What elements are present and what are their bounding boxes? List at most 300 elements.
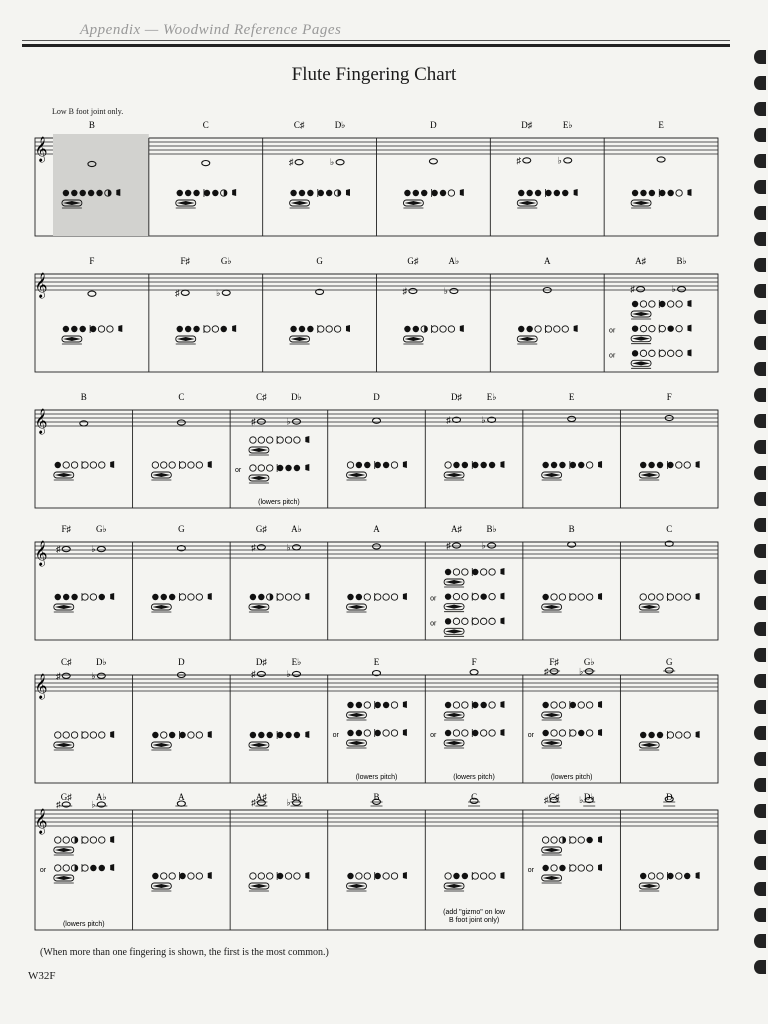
pinky-key-icon <box>500 617 504 624</box>
thumb-key-fill <box>543 713 561 717</box>
note-cell <box>230 797 309 930</box>
treble-clef-icon: 𝄞 <box>34 541 48 566</box>
pinky-key-icon <box>208 872 212 879</box>
open-key-icon <box>391 730 397 736</box>
closed-key-icon <box>375 462 381 468</box>
open-key-icon <box>570 730 576 736</box>
sharp-icon: ♯ <box>251 797 256 808</box>
open-key-icon <box>649 325 655 331</box>
thumb-key-fill <box>250 448 268 452</box>
thumb-key-fill <box>63 337 81 341</box>
open-key-icon <box>586 865 592 871</box>
closed-key-icon <box>480 462 486 468</box>
note-cell <box>149 138 236 236</box>
pinky-key-icon <box>696 731 700 738</box>
thumb-key-fill <box>348 605 366 609</box>
thumb-key-fill <box>543 848 561 852</box>
closed-key-icon <box>277 465 283 471</box>
open-key-icon <box>480 730 486 736</box>
closed-key-icon <box>258 594 264 600</box>
closed-key-icon <box>413 190 419 196</box>
pinky-key-icon <box>305 436 309 443</box>
open-key-icon <box>82 865 88 871</box>
note-cell <box>604 274 691 372</box>
note-cell <box>523 410 602 508</box>
note-cell <box>604 138 691 236</box>
note-cell <box>425 410 504 508</box>
closed-key-icon <box>632 325 638 331</box>
sharp-icon: ♯ <box>543 795 549 805</box>
closed-key-icon <box>578 730 584 736</box>
sharp-icon: ♯ <box>251 669 256 679</box>
open-key-icon <box>578 865 584 871</box>
note-label: D <box>430 120 437 130</box>
closed-key-icon <box>562 190 568 196</box>
open-key-icon <box>586 730 592 736</box>
note-label: A♯ <box>451 524 463 534</box>
sharp-icon: ♯ <box>251 542 256 553</box>
open-key-icon <box>82 594 88 600</box>
closed-key-icon <box>177 326 183 332</box>
note-head <box>62 673 70 678</box>
note-head <box>637 287 645 292</box>
closed-key-icon <box>80 326 86 332</box>
open-key-icon <box>578 594 584 600</box>
note-label: A <box>373 524 380 534</box>
open-key-icon <box>542 837 548 843</box>
open-key-icon <box>294 873 300 879</box>
closed-key-icon <box>431 190 437 196</box>
sharp-icon: ♯ <box>55 544 61 555</box>
open-key-icon <box>453 702 459 708</box>
chart-row <box>35 797 718 931</box>
thumb-key-fill <box>250 884 268 888</box>
open-key-icon <box>55 837 61 843</box>
note-label: D <box>373 392 380 402</box>
note-cell <box>230 671 309 783</box>
pinky-key-icon <box>460 189 464 196</box>
open-key-icon <box>676 873 682 879</box>
note-head <box>336 160 344 165</box>
pinky-key-icon <box>574 325 578 332</box>
pinky-key-icon <box>500 872 504 879</box>
open-key-icon <box>667 732 673 738</box>
open-key-icon <box>676 594 682 600</box>
open-key-icon <box>578 837 584 843</box>
note-label: C <box>666 524 673 534</box>
note-label: G <box>665 657 673 667</box>
closed-key-icon <box>152 594 158 600</box>
open-key-icon <box>90 462 96 468</box>
closed-key-icon <box>421 190 427 196</box>
pinky-key-icon <box>110 593 114 600</box>
open-key-icon <box>667 594 673 600</box>
treble-clef-icon: 𝄞 <box>34 273 48 298</box>
closed-key-icon <box>356 594 362 600</box>
open-key-icon <box>258 465 264 471</box>
open-key-icon <box>667 350 673 356</box>
note-cell <box>133 672 212 783</box>
open-key-icon <box>188 873 194 879</box>
closed-key-icon <box>404 190 410 196</box>
binding-ring-icon <box>754 778 766 792</box>
open-key-icon <box>267 873 273 879</box>
thumb-key-fill <box>55 848 73 852</box>
note-head <box>429 159 437 164</box>
binding-ring-icon <box>754 544 766 558</box>
binding-ring-icon <box>754 674 766 688</box>
closed-key-icon <box>267 732 273 738</box>
note-label: E♭ <box>486 392 497 402</box>
closed-key-icon <box>250 594 256 600</box>
note-cell <box>54 670 114 750</box>
thumb-key-fill <box>250 476 268 480</box>
flat-icon: ♭ <box>91 544 96 555</box>
lowers-pitch-note: (lowers pitch) <box>355 774 398 781</box>
pinky-key-icon <box>598 836 602 843</box>
open-key-icon <box>161 462 167 468</box>
closed-key-icon <box>489 462 495 468</box>
or-label: or <box>332 732 339 739</box>
binding-ring-icon <box>754 414 766 428</box>
binding-ring-icon <box>754 622 766 636</box>
open-key-icon <box>99 462 105 468</box>
open-key-icon <box>472 873 478 879</box>
binding-ring-icon <box>754 804 766 818</box>
closed-key-icon <box>542 865 548 871</box>
binding-ring-icon <box>754 596 766 610</box>
note-head <box>97 673 105 678</box>
open-key-icon <box>559 594 565 600</box>
thumb-key-fill <box>640 884 658 888</box>
note-label: E <box>568 392 575 402</box>
open-key-icon <box>676 301 682 307</box>
thumb-key-fill <box>632 337 650 341</box>
note-label: C <box>202 120 209 130</box>
open-key-icon <box>267 465 273 471</box>
pinky-key-icon <box>305 872 309 879</box>
chart-row <box>35 134 718 236</box>
note-head <box>62 547 70 552</box>
open-key-icon <box>551 730 557 736</box>
open-key-icon <box>554 326 560 332</box>
open-key-icon <box>462 702 468 708</box>
open-key-icon <box>440 326 446 332</box>
note-label: D♭ <box>95 657 107 667</box>
open-key-icon <box>364 702 370 708</box>
open-key-icon <box>90 594 96 600</box>
closed-key-icon <box>356 730 362 736</box>
thumb-key-fill <box>404 337 422 341</box>
closed-key-icon <box>657 462 663 468</box>
pinky-key-icon <box>110 461 114 468</box>
spiral-binding <box>750 40 768 980</box>
open-key-icon <box>472 593 478 599</box>
open-key-icon <box>535 326 541 332</box>
open-key-icon <box>82 462 88 468</box>
note-head <box>88 291 96 296</box>
closed-key-icon <box>445 730 451 736</box>
binding-ring-icon <box>754 102 766 116</box>
pinky-key-icon <box>500 593 504 600</box>
closed-key-icon <box>318 190 324 196</box>
closed-key-icon <box>526 190 532 196</box>
open-key-icon <box>489 618 495 624</box>
sharp-icon: ♯ <box>630 284 635 295</box>
note-label: G♯ <box>60 792 72 802</box>
sharp-icon: ♯ <box>175 287 180 298</box>
thumb-key-fill <box>250 743 268 747</box>
thumb-key-fill <box>55 605 73 609</box>
closed-key-icon <box>290 190 296 196</box>
note-label: G♭ <box>95 524 107 534</box>
open-key-icon <box>586 594 592 600</box>
thumb-key-fill <box>640 743 658 747</box>
pinky-key-icon <box>598 864 602 871</box>
closed-key-icon <box>542 462 548 468</box>
note-head <box>295 160 303 165</box>
note-cell <box>425 670 504 783</box>
open-key-icon <box>391 702 397 708</box>
open-key-icon <box>188 594 194 600</box>
bleed-through-header: Appendix — Woodwind Reference Pages <box>80 22 342 38</box>
closed-key-icon <box>88 190 94 196</box>
open-key-icon <box>204 326 210 332</box>
open-key-icon <box>640 594 646 600</box>
note-head <box>564 158 572 163</box>
open-key-icon <box>448 190 454 196</box>
closed-key-icon <box>152 873 158 879</box>
closed-key-icon <box>307 190 313 196</box>
open-key-icon <box>63 865 69 871</box>
pinky-key-icon <box>346 325 350 332</box>
binding-ring-icon <box>754 908 766 922</box>
thumb-key-fill <box>640 605 658 609</box>
note-label: F♯ <box>61 524 71 534</box>
closed-key-icon <box>356 462 362 468</box>
open-key-icon <box>267 437 273 443</box>
note-cell <box>133 542 212 640</box>
thumb-key-fill <box>291 201 309 205</box>
closed-key-icon <box>445 593 451 599</box>
open-key-icon <box>648 594 654 600</box>
flat-icon: ♭ <box>579 666 584 677</box>
note-cell <box>620 668 699 783</box>
note-label: B♭ <box>486 524 497 534</box>
closed-key-icon <box>542 594 548 600</box>
pinky-key-icon <box>208 731 212 738</box>
or-label: or <box>609 327 616 335</box>
page-code: W32F <box>28 970 56 982</box>
note-label: B <box>80 392 87 402</box>
open-key-icon <box>188 462 194 468</box>
sharp-icon: ♯ <box>516 155 522 166</box>
note-head <box>292 545 300 550</box>
open-key-icon <box>559 730 565 736</box>
open-key-icon <box>294 594 300 600</box>
note-label: F <box>666 392 672 402</box>
pinky-key-icon <box>696 461 700 468</box>
pinky-key-icon <box>598 701 602 708</box>
open-key-icon <box>63 732 69 738</box>
closed-key-icon <box>632 301 638 307</box>
note-cell <box>377 274 464 372</box>
closed-key-icon <box>71 190 77 196</box>
closed-key-icon <box>169 732 175 738</box>
pinky-key-icon <box>305 731 309 738</box>
or-label: or <box>430 620 437 628</box>
pinky-key-icon <box>460 325 464 332</box>
closed-key-icon <box>480 702 486 708</box>
binding-ring-icon <box>754 362 766 376</box>
closed-key-icon <box>554 190 560 196</box>
closed-key-icon <box>204 190 210 196</box>
closed-key-icon <box>294 732 300 738</box>
note-label: C <box>471 792 478 802</box>
open-key-icon <box>667 301 673 307</box>
closed-key-icon <box>640 732 646 738</box>
open-key-icon <box>82 837 88 843</box>
binding-ring-icon <box>754 336 766 350</box>
binding-ring-icon <box>754 752 766 766</box>
open-key-icon <box>448 326 454 332</box>
closed-key-icon <box>90 326 96 332</box>
note-head <box>97 547 105 552</box>
open-key-icon <box>364 873 370 879</box>
closed-key-icon <box>667 190 673 196</box>
open-key-icon <box>545 326 551 332</box>
note-label: B♭ <box>291 792 302 802</box>
open-key-icon <box>326 326 332 332</box>
pinky-key-icon <box>110 864 114 871</box>
flat-icon: ♭ <box>216 287 221 298</box>
binding-ring-icon <box>754 154 766 168</box>
note-head <box>257 671 265 676</box>
treble-clef-icon: 𝄞 <box>34 137 48 162</box>
open-key-icon <box>489 873 495 879</box>
note-label: A♭ <box>291 524 302 534</box>
open-key-icon <box>649 350 655 356</box>
open-key-icon <box>63 837 69 843</box>
open-key-icon <box>169 873 175 879</box>
open-key-icon <box>570 865 576 871</box>
closed-key-icon <box>326 190 332 196</box>
note-cell <box>523 669 602 783</box>
note-label: D♯ <box>255 657 267 667</box>
closed-key-icon <box>221 326 227 332</box>
note-head <box>373 544 381 549</box>
thumb-key-fill <box>55 743 73 747</box>
flat-icon: ♭ <box>286 542 291 553</box>
closed-key-icon <box>55 594 61 600</box>
closed-key-icon <box>290 326 296 332</box>
flat-icon: ♭ <box>329 157 335 168</box>
closed-key-icon <box>570 462 576 468</box>
note-head <box>523 158 531 163</box>
binding-ring-icon <box>754 466 766 480</box>
closed-key-icon <box>640 190 646 196</box>
flat-icon: ♭ <box>579 795 584 805</box>
open-key-icon <box>453 730 459 736</box>
closed-key-icon <box>462 462 468 468</box>
note-label: C♯ <box>256 392 267 402</box>
chart-row <box>35 668 718 783</box>
thumb-key-fill <box>632 361 650 365</box>
closed-key-icon <box>462 873 468 879</box>
open-key-icon <box>684 732 690 738</box>
closed-key-icon <box>299 190 305 196</box>
open-key-icon <box>489 702 495 708</box>
closed-key-icon <box>480 593 486 599</box>
open-key-icon <box>676 325 682 331</box>
closed-key-icon <box>472 462 478 468</box>
closed-key-icon <box>559 462 565 468</box>
binding-ring-icon <box>754 726 766 740</box>
shaded-region <box>53 134 149 236</box>
closed-key-icon <box>185 326 191 332</box>
closed-key-icon <box>559 865 565 871</box>
closed-key-icon <box>63 594 69 600</box>
open-key-icon <box>55 732 61 738</box>
pinky-key-icon <box>208 593 212 600</box>
or-label: or <box>235 467 242 474</box>
note-label: B <box>88 120 95 130</box>
closed-key-icon <box>440 190 446 196</box>
chart-row <box>35 274 718 372</box>
closed-key-icon <box>375 873 381 879</box>
closed-key-icon <box>472 569 478 575</box>
note-label: F <box>89 256 95 266</box>
closed-key-icon <box>71 326 77 332</box>
open-key-icon <box>480 873 486 879</box>
flat-icon: ♭ <box>481 540 486 551</box>
closed-key-icon <box>179 873 185 879</box>
sharp-icon: ♯ <box>55 799 61 810</box>
closed-key-icon <box>80 190 86 196</box>
note-head <box>450 288 458 293</box>
open-key-icon <box>445 873 451 879</box>
closed-key-icon <box>657 732 663 738</box>
lowers-pitch-note: (lowers pitch) <box>550 774 593 781</box>
open-key-icon <box>82 732 88 738</box>
note-cell <box>620 797 699 931</box>
open-key-icon <box>684 594 690 600</box>
open-key-icon <box>347 462 353 468</box>
pinky-key-icon <box>598 593 602 600</box>
or-label: or <box>39 867 47 874</box>
open-key-icon <box>63 462 69 468</box>
closed-key-icon <box>472 730 478 736</box>
open-key-icon <box>551 702 557 708</box>
open-key-icon <box>551 837 557 843</box>
pinky-key-icon <box>500 729 504 736</box>
note-head <box>222 290 230 295</box>
open-key-icon <box>294 437 300 443</box>
thumb-key-fill <box>152 743 170 747</box>
closed-key-icon <box>472 702 478 708</box>
open-key-icon <box>472 618 478 624</box>
open-key-icon <box>453 593 459 599</box>
pinky-key-icon <box>110 731 114 738</box>
closed-key-icon <box>185 190 191 196</box>
binding-ring-icon <box>754 934 766 948</box>
sharp-icon: ♯ <box>288 157 294 168</box>
closed-key-icon <box>193 190 199 196</box>
open-key-icon <box>188 732 194 738</box>
binding-ring-icon <box>754 180 766 194</box>
closed-key-icon <box>453 462 459 468</box>
binding-ring-icon <box>754 128 766 142</box>
